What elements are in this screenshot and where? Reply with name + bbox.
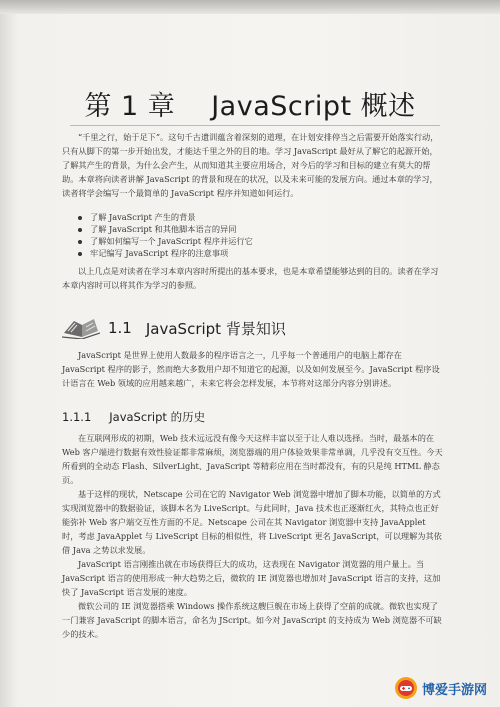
objectives-list xyxy=(78,211,253,259)
paragraph: 在互联网形成的初期，Web 技术远远没有像今天这样丰富以至于让人难以选择。当时，最基本的在 Web 客户端进行数据有效性验证都非常麻烦，浏览器端的用户体验效果非常单调，几乎没有交互性。今天所看到的全动态 Flash、SilverLight、JavaScript 等精彩应用在当时都没有，有的只是纯 HTML 静态页。 xyxy=(62,433,443,485)
subsection-number: 1.1.1 xyxy=(62,410,92,424)
section-1-1-1-text xyxy=(62,431,444,641)
section-heading-1-1 xyxy=(62,316,286,340)
bullet-icon xyxy=(78,216,82,220)
open-book-icon xyxy=(62,317,100,339)
intro-paragraph: “千里之行，始于足下”。这句千古遗训蕴含着深刻的道理，在计划安排停当之后需要开始落实行动，只有从脚下的第一步开始出发，才能达千里之外的目的地。学习 JavaScript 最好从了解它的起源开始，了解其产生的背景，为什么会产生，从而知道其主要应用场合，对今后的学习和目标的建立有莫大的帮助。本章将向读者讲解 JavaScript 的背景和现在的状况，以及未来可能的发展方向。通过本章的学习，读者将学会编写一个最简单的 JavaScript 程序并知道如何运行。 xyxy=(62,132,439,198)
title-divider xyxy=(70,125,440,126)
watermark-text: 博爱手游网 xyxy=(422,682,488,698)
list-item: 了解如何编写一个 JavaScript 程序并运行它 xyxy=(78,235,253,247)
bullet-icon xyxy=(78,240,82,244)
chapter-title-text: JavaScript 概述 xyxy=(211,91,416,122)
page-top-shadow xyxy=(0,0,500,14)
section-number: 1.1 xyxy=(108,319,132,337)
list-item: 牢记编写 JavaScript 程序的注意事项 xyxy=(78,247,253,259)
game-controller-icon xyxy=(394,676,418,700)
site-watermark xyxy=(394,676,487,700)
paragraph: JavaScript 是世界上使用人数最多的程序语言之一，几乎每一个普通用户的电脑上都存在 JavaScript 程序的影子，然而绝大多数用户却不知道它的起源，以及如何发展至今。JavaScript 程序设计语言在 Web 领域的应用越来越广，未来它将会怎样发展，本节将对这部分内容分别讲述。 xyxy=(62,350,440,388)
subsection-title: JavaScript 的历史 xyxy=(109,410,206,424)
chapter-title xyxy=(0,84,500,123)
intro-text xyxy=(62,130,444,200)
bullet-icon xyxy=(78,228,82,232)
paragraph: 微软公司的 IE 浏览器搭乘 Windows 操作系统这艘巨舰在市场上获得了空前的成就。微软也实现了一门兼容 JavaScript 的脚本语言，命名为 JScript。如今对 JavaScript 的支持成为 Web 浏览器不可缺少的技术。 xyxy=(62,601,442,639)
list-item: 了解 JavaScript 和其他脚本语言的异同 xyxy=(78,223,253,235)
summary-text xyxy=(62,264,444,292)
section-1-1-text xyxy=(62,348,444,390)
list-item: 了解 JavaScript 产生的背景 xyxy=(78,211,253,223)
summary-paragraph: 以上几点是对读者在学习本章内容时所提出的基本要求，也是本章希望能够达到的目的。读者在学习本章内容时可以将其作为学习的参照。 xyxy=(62,266,439,290)
paragraph: 基于这样的现状，Netscape 公司在它的 Navigator Web 浏览器中增加了脚本功能，以简单的方式实现浏览器中的数据验证，该脚本名为 LiveScript。与此同时，Java 技术也正逐渐红火，其特点也正好能弥补 Web 客户端交互性方面的不足。Netscape 公司在其 Navigator 浏览器中支持 JavaApplet 时，考虑 JavaApplet 与 LiveScript 目标的相似性，将 LiveScript 更名 JavaScript，可以理解为其依借 Java 之势以求发展。 xyxy=(62,489,442,555)
section-title: JavaScript 背景知识 xyxy=(145,319,286,338)
bullet-icon xyxy=(78,252,82,256)
paragraph: JavaScript 语言刚推出就在市场获得巨大的成功，这表现在 Navigator 浏览器的用户量上。当 JavaScript 语言的使用形成一种大趋势之后，微软的 IE 浏览器也增加对 JavaScript 语言的支持，这加快了 JavaScript 语言发展的速度。 xyxy=(62,559,441,597)
section-heading-1-1-1 xyxy=(62,409,205,425)
chapter-number: 第 1 章 xyxy=(84,91,176,122)
